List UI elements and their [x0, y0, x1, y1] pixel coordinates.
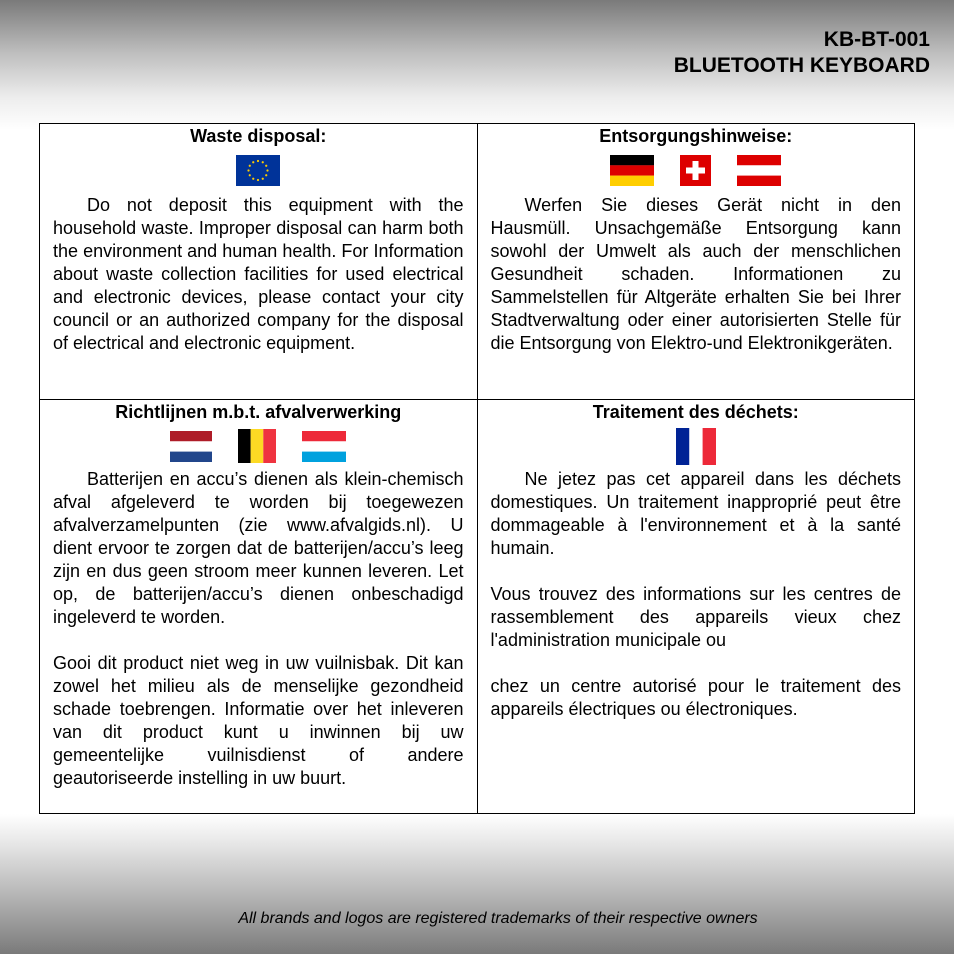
section-french	[477, 400, 915, 814]
section-dutch	[40, 400, 478, 814]
section-german	[477, 124, 915, 400]
section-body	[491, 194, 902, 355]
product-name: BLUETOOTH KEYBOARD	[673, 54, 930, 77]
luxembourg-flag-icon	[302, 431, 346, 462]
eu-star	[262, 161, 264, 163]
document-header	[674, 27, 930, 79]
disposal-table	[39, 123, 915, 814]
section-body	[53, 194, 464, 355]
paragraph: Werfen Sie dieses Gerät nicht in den Hausmüll. Unsachgemäße Entsorgung kann sowohl der Umwelt als auch der menschlichen Gesundheit schaden. Informationen zu Sammelstellen für Altgeräte erhalten Sie bei Ihrer Stadtverwaltung oder einer autorisierten Stelle für die Entsorgung von Elektro-und Elektronikgeräten.	[490, 195, 901, 353]
section-body	[491, 468, 902, 721]
trademark-footer: All brands and logos are registered trademarks of their respective owners	[238, 910, 758, 927]
germany-flag-icon	[610, 155, 654, 186]
section-title: Traitement des déchets:	[592, 402, 799, 422]
paragraph: Batterijen en accu’s dienen als klein-chemisch afval afgeleverd te worden bij toegewezen afvalverzamelpunten (zie www.afvalgids.nl). U dient ervoor te zorgen dat de batterijen/accu’s leeg zijn en dus geen stroom meer kunnen leveren. Let op, de batterijen/accu’s dienen onbeschadigd ingeleverd te worden.	[53, 469, 464, 627]
flag-row	[53, 153, 464, 187]
section-body	[53, 468, 464, 790]
eu-star	[257, 178, 259, 180]
eu-star	[252, 161, 254, 163]
netherlands-flag-icon	[170, 431, 212, 462]
flag-row	[53, 427, 464, 465]
eu-star	[249, 164, 251, 166]
section-title: Waste disposal:	[190, 126, 327, 146]
eu-star	[267, 169, 269, 171]
eu-star	[252, 177, 254, 179]
switzerland-flag-icon	[680, 155, 711, 186]
section-title: Richtlijnen m.b.t. afvalverwerking	[115, 402, 402, 422]
paragraph: Ne jetez pas cet appareil dans les déchets domestiques. Un traitement inapproprié peut être dommageable à l'environnement et à la santé humain.	[490, 469, 901, 558]
paragraph: Gooi dit product niet weg in uw vuilnisbak. Dit kan zowel het milieu als de menselijke gezondheid schade toebrengen. Informatie over het inleveren van dit product kunt u inwinnen bij uw gemeentelijke vuilnisdienst of andere geautoriseerde instelling in uw buurt.	[53, 653, 464, 788]
eu-star	[265, 164, 267, 166]
eu-flag-icon	[236, 155, 280, 186]
paragraph: Do not deposit this equipment with the household waste. Improper disposal can harm both the environment and human health. For Information about waste collection facilities for used electrical and electronic devices, please contact your city council or an authorized company for the disposal of electrical and electronic equipment.	[53, 195, 464, 353]
flag-row	[491, 427, 902, 465]
paragraph: Vous trouvez des informations sur les centres de rassemblement des appareils vieux chez l'administration municipale ou	[490, 584, 901, 650]
flag-row	[491, 153, 902, 187]
belgium-flag-icon	[238, 429, 276, 463]
eu-star	[257, 159, 259, 161]
eu-star	[249, 174, 251, 176]
eu-star	[262, 177, 264, 179]
france-flag-icon	[676, 428, 716, 465]
section-english	[40, 124, 478, 400]
paragraph: chez un centre autorisé pour le traitement des appareils électriques ou électroniques.	[490, 676, 901, 719]
eu-star	[265, 174, 267, 176]
section-title: Entsorgungshinweise:	[599, 126, 793, 146]
model-number: KB-BT-001	[823, 28, 930, 51]
eu-star	[248, 169, 250, 171]
austria-flag-icon	[737, 155, 781, 186]
bottom-gradient	[0, 814, 954, 954]
